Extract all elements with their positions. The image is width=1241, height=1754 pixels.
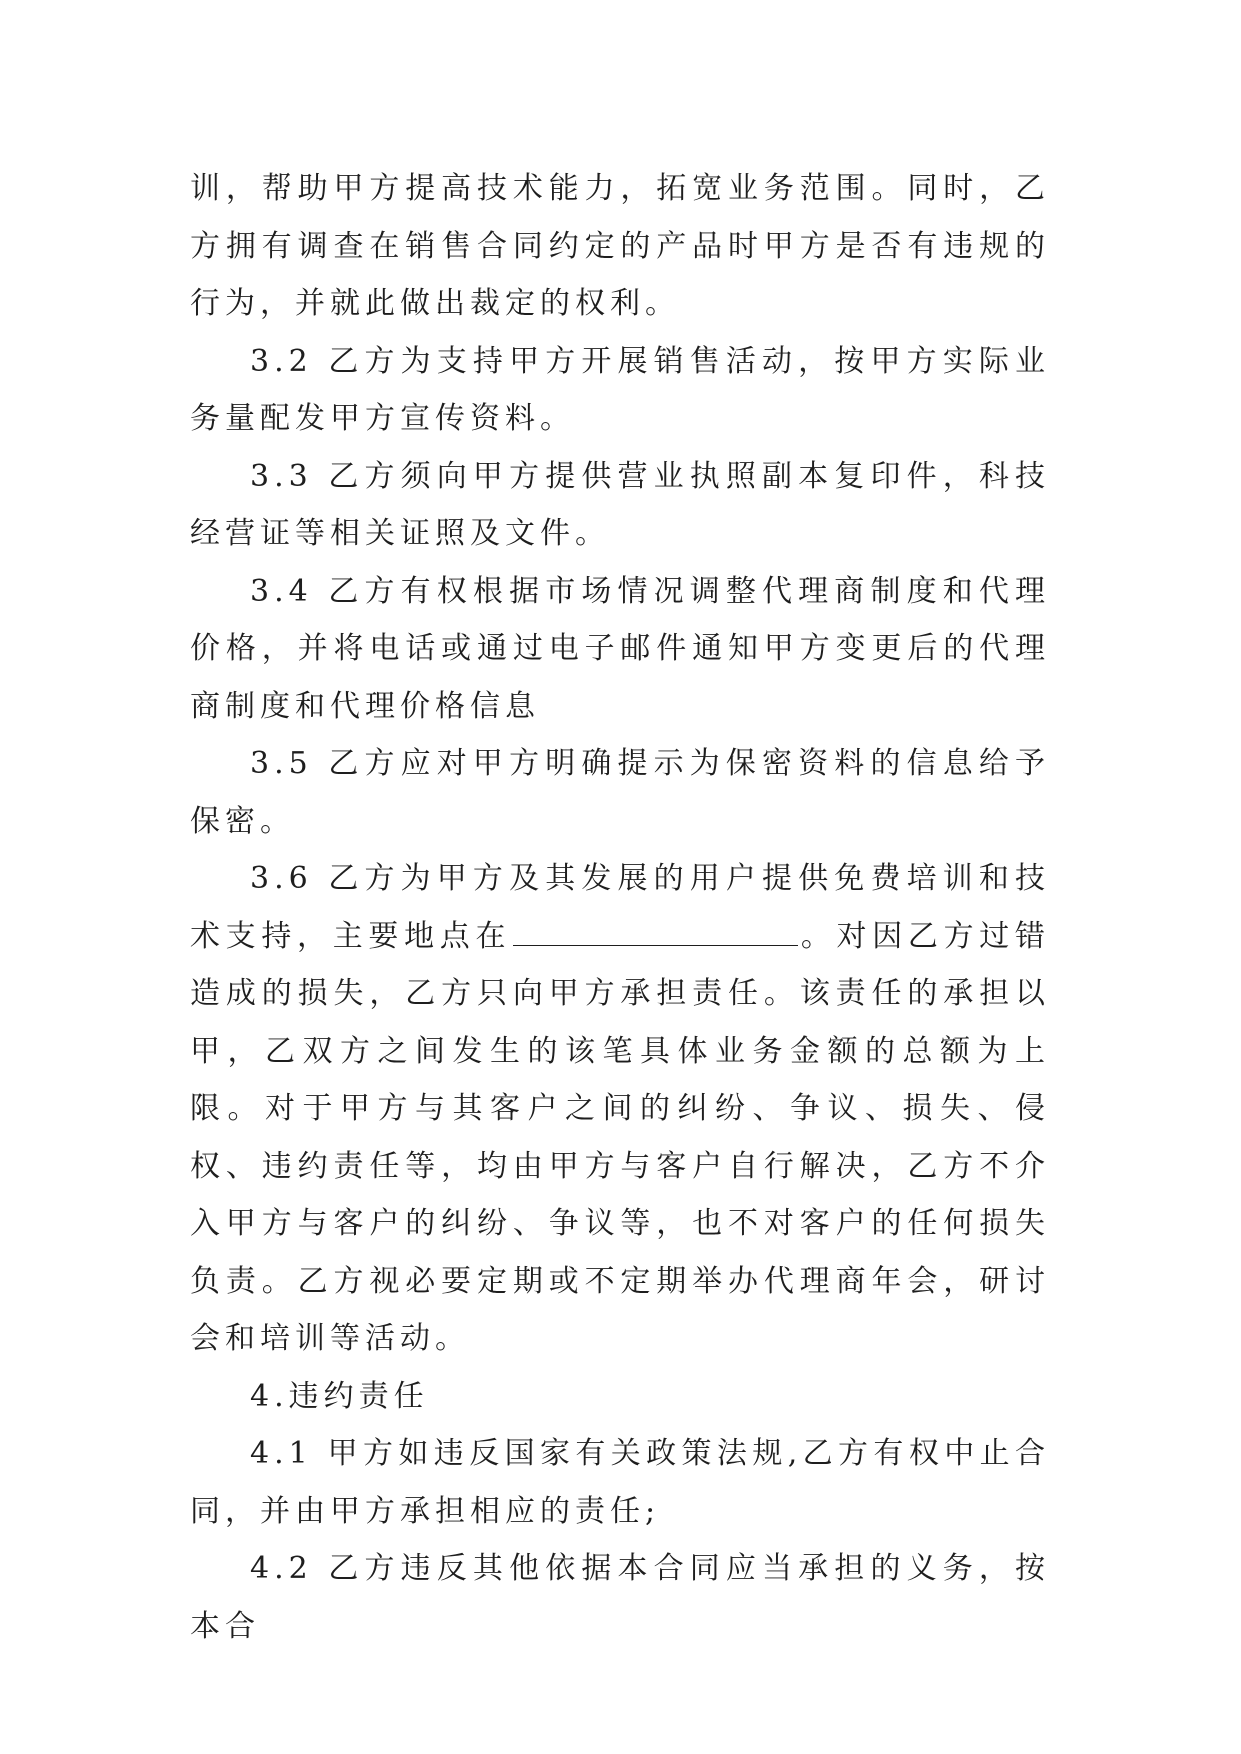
location-fill-blank	[513, 909, 798, 946]
clause-3-4: 3.4 乙方有权根据市场情况调整代理商制度和代理价格，并将电话或通过电子邮件通知甲方变更后的代理商制度和代理价格信息	[190, 573, 1050, 724]
clause-4-1: 4.1 甲方如违反国家有关政策法规,乙方有权中止合同，并由甲方承担相应的责任;	[190, 1436, 1050, 1529]
clause-3-3: 3.3 乙方须向甲方提供营业执照副本复印件，科技经营证等相关证照及文件。	[190, 458, 1050, 551]
clause-3-5: 3.5 乙方应对甲方明确提示为保密资料的信息给予保密。	[190, 746, 1050, 839]
clause-3-6	[190, 850, 1050, 1368]
document-body	[190, 160, 1050, 1655]
clause-3-6-text-before: 3.6 乙方为甲方及其发展的用户提供免费培训和技术支持，主要地点在	[190, 861, 1050, 954]
paragraph-continuation: 训，帮助甲方提高技术能力，拓宽业务范围。同时，乙方拥有调查在销售合同约定的产品时甲方是否有违规的行为，并就此做出裁定的权利。	[190, 171, 1050, 321]
clause-3-6-text-after: 。对因乙方过错造成的损失，乙方只向甲方承担责任。该责任的承担以甲，乙双方之间发生的该笔具体业务金额的总额为上限。对于甲方与其客户之间的纠纷、争议、损失、侵权、违约责任等，均由甲方与客户自行解决，乙方不介入甲方与客户的纠纷、争议等，也不对客户的任何损失负责。乙方视必要定期或不定期举办代理商年会，研讨会和培训等活动。	[190, 918, 1050, 1356]
section-4-heading: 4.违约责任	[250, 1378, 429, 1414]
clause-3-2: 3.2 乙方为支持甲方开展销售活动，按甲方实际业务量配发甲方宣传资料。	[190, 343, 1050, 436]
clause-4-2: 4.2 乙方违反其他依据本合同应当承担的义务，按本合	[190, 1551, 1050, 1644]
